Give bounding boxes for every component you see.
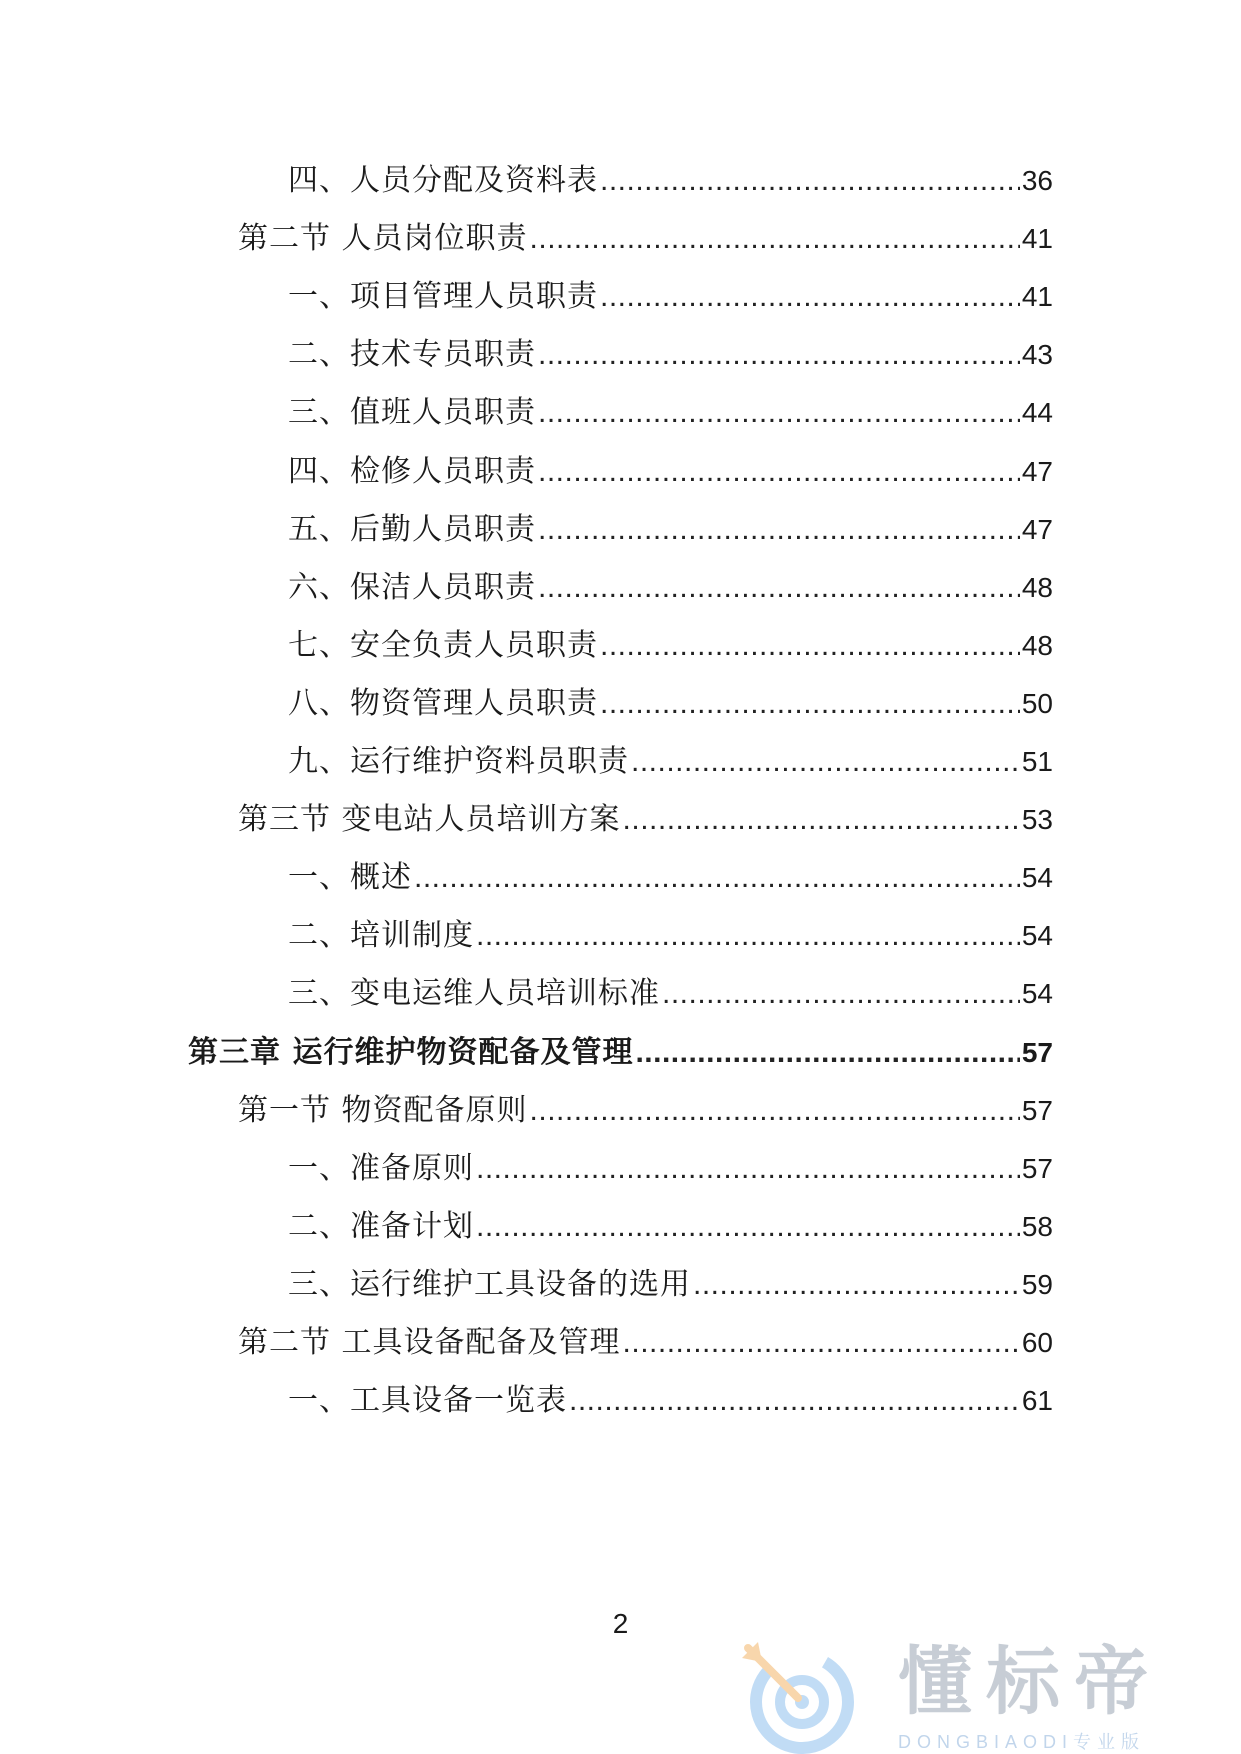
- toc-entry-page: 58: [1021, 1211, 1053, 1242]
- toc-entry[interactable]: [288, 568, 1053, 608]
- toc-entry-label: 第二节 工具设备配备及管理: [238, 1325, 621, 1360]
- toc-entry-page: 47: [1021, 456, 1053, 487]
- toc-entry[interactable]: [288, 626, 1053, 666]
- toc-dot-leader: [600, 161, 1020, 201]
- toc-dot-leader: [631, 742, 1020, 782]
- toc-entry[interactable]: [288, 335, 1053, 375]
- toc-dot-leader: [538, 335, 1020, 375]
- toc-dot-leader: [600, 277, 1020, 317]
- toc-entry-page: 43: [1021, 339, 1053, 370]
- toc-entry-page: 54: [1021, 920, 1053, 951]
- toc-entry[interactable]: [288, 1149, 1053, 1189]
- toc-entry-label: 九、运行维护资料员职责: [288, 744, 629, 779]
- toc-entry-label: 五、后勤人员职责: [288, 512, 536, 547]
- toc-dot-leader: [530, 219, 1020, 259]
- toc-dot-leader: [569, 1381, 1020, 1421]
- toc-entry-page: 54: [1021, 862, 1053, 893]
- toc-entry-label: 三、运行维护工具设备的选用: [288, 1267, 691, 1302]
- toc-entry-page: 59: [1021, 1269, 1053, 1300]
- toc-dot-leader: [600, 684, 1020, 724]
- toc-entry-label: 三、变电运维人员培训标准: [288, 976, 660, 1011]
- toc-entry-page: 41: [1021, 281, 1053, 312]
- toc-entry-page: 60: [1021, 1327, 1053, 1358]
- toc-entry-label: 六、保洁人员职责: [288, 570, 536, 605]
- toc-dot-leader: [623, 800, 1020, 840]
- toc-dot-leader: [476, 1207, 1020, 1247]
- watermark-subtitle: DONGBIAODI专业版: [898, 1732, 1146, 1752]
- toc-entry-label: 四、检修人员职责: [288, 454, 536, 489]
- toc-dot-leader: [538, 510, 1020, 550]
- toc-entry-label: 一、项目管理人员职责: [288, 279, 598, 314]
- toc-entry-page: 51: [1021, 746, 1053, 777]
- toc-entry-page: 48: [1021, 572, 1053, 603]
- target-arrow-icon: [740, 1640, 860, 1754]
- toc-entry-label: 四、人员分配及资料表: [288, 163, 598, 198]
- watermark: [740, 1640, 1240, 1754]
- toc-entry-page: 44: [1021, 397, 1053, 428]
- toc-entry[interactable]: [238, 1323, 1053, 1363]
- toc-entry[interactable]: [288, 1381, 1053, 1421]
- toc-entry-page: 53: [1021, 804, 1053, 835]
- toc-entry-label: 七、安全负责人员职责: [288, 628, 598, 663]
- toc-entry-page: 50: [1021, 688, 1053, 719]
- toc-entry[interactable]: [288, 393, 1053, 433]
- toc-entry-page: 57: [1021, 1037, 1053, 1068]
- toc-entry-label: 二、培训制度: [288, 918, 474, 953]
- page-number: 2: [612, 1608, 629, 1639]
- toc-entry-label: 第一节 物资配备原则: [238, 1093, 528, 1128]
- toc-dot-leader: [538, 393, 1020, 433]
- toc-entry-label: 二、准备计划: [288, 1209, 474, 1244]
- toc-entry[interactable]: [288, 916, 1053, 956]
- toc-entry-label: 二、技术专员职责: [288, 337, 536, 372]
- toc-dot-leader: [476, 1149, 1020, 1189]
- toc-dot-leader: [635, 1033, 1019, 1073]
- toc-entry[interactable]: [238, 219, 1053, 259]
- toc-entry-page: 57: [1021, 1153, 1053, 1184]
- toc-dot-leader: [538, 452, 1020, 492]
- toc-entry[interactable]: [288, 1265, 1053, 1305]
- toc-dot-leader: [693, 1265, 1020, 1305]
- toc-dot-leader: [623, 1323, 1020, 1363]
- toc-entry-label: 一、工具设备一览表: [288, 1383, 567, 1418]
- toc-entry-page: 41: [1021, 223, 1053, 254]
- toc-entry[interactable]: [288, 742, 1053, 782]
- toc-dot-leader: [662, 974, 1020, 1014]
- toc-entry-page: 48: [1021, 630, 1053, 661]
- toc-entry[interactable]: [188, 1033, 1053, 1073]
- toc-dot-leader: [538, 568, 1020, 608]
- toc-entry[interactable]: [238, 800, 1053, 840]
- toc-entry-label: 八、物资管理人员职责: [288, 686, 598, 721]
- toc-entry[interactable]: [288, 1207, 1053, 1247]
- toc-entry-page: 61: [1021, 1385, 1053, 1416]
- toc-entry[interactable]: [288, 684, 1053, 724]
- toc-entry[interactable]: [288, 974, 1053, 1014]
- toc-dot-leader: [476, 916, 1020, 956]
- toc-entry[interactable]: [238, 1091, 1053, 1131]
- toc-entry-label: 一、准备原则: [288, 1151, 474, 1186]
- toc-entry[interactable]: [288, 277, 1053, 317]
- toc-entry-label: 第三章 运行维护物资配备及管理: [188, 1035, 634, 1070]
- toc-dot-leader: [414, 858, 1020, 898]
- toc-entry-label: 一、概述: [288, 860, 412, 895]
- toc-entry-page: 54: [1021, 978, 1053, 1009]
- toc-dot-leader: [600, 626, 1020, 666]
- watermark-title: 懂标帝: [898, 1639, 1162, 1725]
- toc-entry[interactable]: [288, 858, 1053, 898]
- toc-entry-label: 第二节 人员岗位职责: [238, 221, 528, 256]
- toc-entry[interactable]: [288, 452, 1053, 492]
- toc-entry-label: 第三节 变电站人员培训方案: [238, 802, 621, 837]
- toc-entry-page: 47: [1021, 514, 1053, 545]
- toc-entry-page: 57: [1021, 1095, 1053, 1126]
- toc-entry-label: 三、值班人员职责: [288, 395, 536, 430]
- toc-entry[interactable]: [288, 161, 1053, 201]
- toc-entry-page: 36: [1021, 165, 1053, 196]
- toc-entry[interactable]: [288, 510, 1053, 550]
- toc-dot-leader: [530, 1091, 1020, 1131]
